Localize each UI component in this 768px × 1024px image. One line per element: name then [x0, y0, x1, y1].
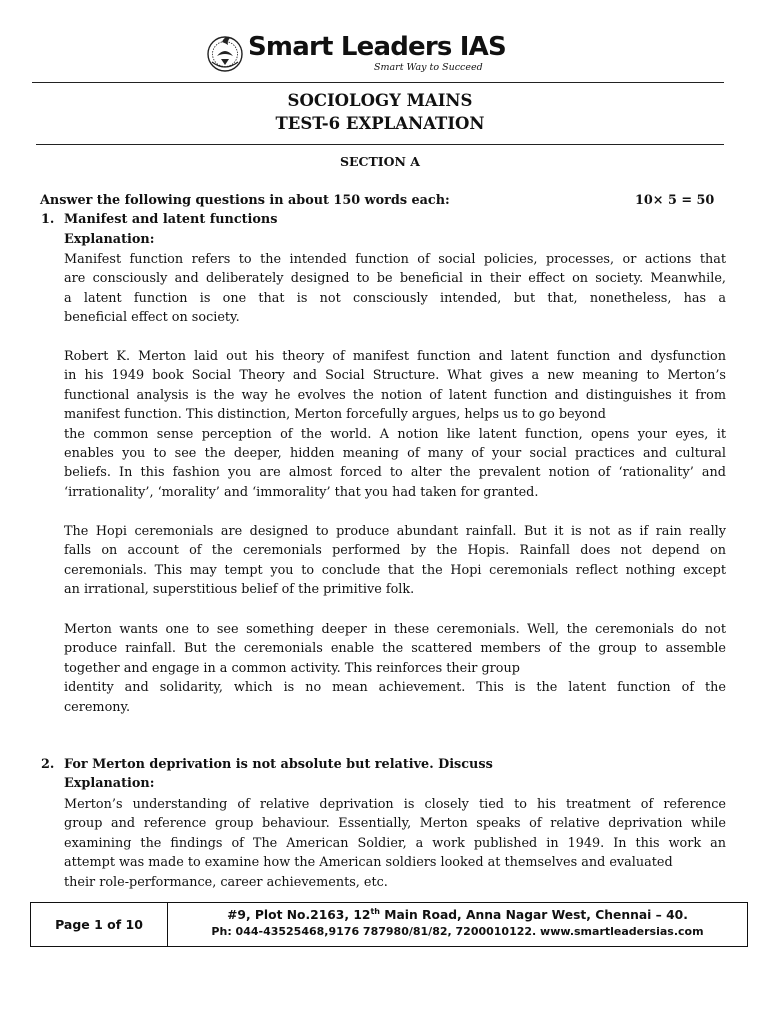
brand-logo: [204, 32, 506, 76]
paragraph: [64, 522, 726, 600]
question-number: 2.: [41, 757, 55, 772]
explanation-label: Explanation:: [64, 232, 155, 247]
text-line: The Hopi ceremonials are designed to produce abundant rainfall. But it is not as if rain really: [64, 524, 726, 539]
paragraph: [64, 795, 726, 892]
emblem-icon: [204, 32, 246, 74]
text-line: examining the findings of The American Soldier, a work published in 1949. In this work an: [64, 835, 726, 851]
text-line: manifest function. This distinction, Merton forcefully argues, helps us to go beyond: [64, 407, 606, 423]
text-line: Robert K. Merton laid out his theory of manifest function and latent function and dysfunction: [64, 349, 726, 364]
text-line: Merton’s understanding of relative deprivation is closely tied to his treatment of reference: [64, 797, 726, 812]
explanation-label: Explanation:: [64, 776, 155, 791]
text-line: in his 1949 book Social Theory and Social Structure. What gives a new meaning to Merton’s: [64, 368, 726, 384]
text-line: attempt was made to examine how the American soldiers looked at themselves and evaluated: [64, 855, 673, 871]
title-divider: [36, 144, 724, 145]
text-line: are consciously and deliberately designed to be beneficial in their effect on society. Meanwhile,: [64, 271, 726, 287]
footer-contact: Ph: 044-43525468,9176 787980/81/82, 7200010122. www.smartleadersias.com: [211, 925, 704, 938]
text-line: enables you to see the deeper, hidden meaning of many of your social practices and cultural: [64, 445, 726, 461]
address-part: #9, Plot No.2163, 12: [227, 908, 371, 922]
footer-address: [168, 907, 747, 923]
brand-name: Smart Leaders IAS: [248, 32, 506, 62]
document-subtitle: TEST-6 EXPLANATION: [275, 114, 485, 133]
text-line: Merton wants one to see something deeper in these ceremonials. Well, the ceremonials do not: [64, 622, 726, 637]
page-number: Page 1 of 10: [31, 903, 168, 946]
question-title: For Merton deprivation is not absolute but relative. Discuss: [64, 757, 493, 772]
text-line: a latent function is one that is not consciously intended, but that, nonetheless, has a: [64, 290, 726, 306]
text-line: Manifest function refers to the intended function of social policies, processes, or actions that: [64, 252, 726, 267]
paragraph: [64, 620, 726, 717]
address-superscript: th: [370, 906, 380, 916]
text-line: their role-performance, career achievements, etc.: [64, 874, 388, 890]
text-line: identity and solidarity, which is no mean achievement. This is the latent function of the: [64, 680, 726, 696]
text-line: functional analysis is the way he evolves the notion of latent function and distinguishes it from: [64, 387, 726, 403]
text-line: ceremonials. This may tempt you to conclude that the Hopi ceremonials reflect nothing except: [64, 562, 726, 578]
brand-tagline: Smart Way to Succeed: [374, 62, 483, 73]
instructions-text: Answer the following questions in about 150 words each:: [40, 193, 450, 208]
text-line: ‘irrationality’, ‘morality’ and ‘immorality’ that you had taken for granted.: [64, 484, 539, 500]
text-line: beliefs. In this fashion you are almost forced to alter the prevalent notion of ‘rationality’ and: [64, 465, 726, 481]
text-line: ceremony.: [64, 699, 131, 715]
question-number: 1.: [41, 212, 55, 227]
marks-total: 10× 5 = 50: [635, 193, 715, 208]
question-title: Manifest and latent functions: [64, 212, 278, 227]
text-line: produce rainfall. But the ceremonials enable the scattered members of the group to assemble: [64, 641, 726, 657]
text-line: together and engage in a common activity. This reinforces their group: [64, 660, 520, 676]
text-line: an irrational, superstitious belief of the primitive folk.: [64, 582, 415, 598]
text-line: the common sense perception of the world. A notion like latent function, opens your eyes, it: [64, 426, 726, 442]
paragraph: [64, 250, 726, 328]
document-title: SOCIOLOGY MAINS: [287, 91, 473, 110]
text-line: group and reference group behaviour. Essentially, Merton speaks of relative deprivation while: [64, 816, 726, 832]
text-line: beneficial effect on society.: [64, 310, 240, 326]
section-heading: SECTION A: [339, 154, 421, 169]
paragraph: [64, 347, 726, 502]
header-divider: [32, 82, 724, 83]
address-part: Main Road, Anna Nagar West, Chennai – 40.: [379, 908, 688, 922]
page-footer: [30, 902, 748, 947]
text-line: falls on account of the ceremonials performed by the Hopis. Rainfall does not depend on: [64, 543, 726, 559]
